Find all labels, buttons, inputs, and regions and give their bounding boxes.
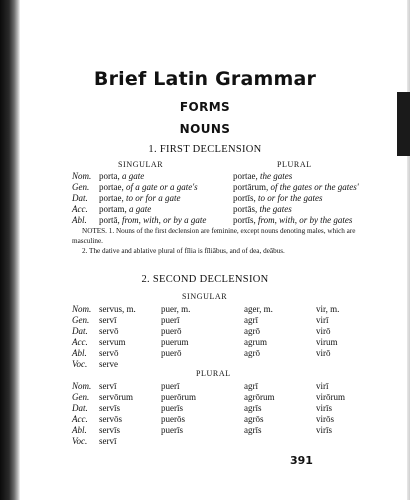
second-declension-plural-table (72, 381, 372, 447)
case-label: Dat. (72, 326, 88, 336)
table-row (72, 348, 372, 359)
vir-form: virō (316, 326, 331, 336)
puer-form: puerō (161, 348, 182, 358)
latin-form: portā, (99, 215, 122, 225)
servus-form: servō (99, 326, 119, 336)
gloss: to or for the gates (258, 193, 323, 203)
ager-form: agrō (244, 348, 260, 358)
latin-form: portam, (99, 204, 129, 214)
vir-form: virīs (316, 425, 333, 435)
case-label: Voc. (72, 359, 88, 369)
table-row (72, 392, 372, 403)
first-declension-notes (72, 226, 372, 256)
gloss: of the gates or the gates' (270, 182, 359, 192)
case-label: Nom. (72, 171, 92, 181)
ager-form: agrī (244, 315, 258, 325)
latin-form: portās, (233, 204, 260, 214)
case-label: Nom. (72, 381, 92, 391)
case-label: Gen. (72, 182, 90, 192)
case-label: Abl. (72, 425, 87, 435)
servus-form: servī (99, 436, 117, 446)
table-row (72, 304, 372, 315)
table-row (72, 215, 372, 226)
gloss: of a gate or a gate's (126, 182, 198, 192)
gloss: from, with, or by a gate (122, 215, 207, 225)
ager-form: agrō (244, 326, 260, 336)
table-row (72, 381, 372, 392)
puer-form: puerī (161, 315, 180, 325)
table-row (72, 337, 372, 348)
vir-form: virī (316, 381, 329, 391)
gloss: the gates (260, 171, 293, 181)
case-label: Dat. (72, 403, 88, 413)
servus-form: serve (99, 359, 118, 369)
puer-form: puerīs (161, 403, 183, 413)
table-row (72, 182, 372, 193)
latin-form: portīs, (233, 215, 259, 225)
case-label: Abl. (72, 215, 87, 225)
puer-form: puerō (161, 326, 182, 336)
table-row (72, 326, 372, 337)
latin-form: portae, (99, 182, 126, 192)
vir-form: virum (316, 337, 338, 347)
servus-form: servī (99, 315, 117, 325)
first-declension-heading: 1. FIRST DECLENSION (148, 144, 262, 155)
table-row (72, 193, 372, 204)
latin-form: portīs, (233, 193, 259, 203)
ager-form: agrōrum (244, 392, 275, 402)
gloss: a gate (122, 171, 145, 181)
page-title: Brief Latin Grammar (93, 68, 317, 90)
servus-form: servīs (99, 425, 120, 435)
table-row (72, 403, 372, 414)
ager-form: agrī (244, 381, 258, 391)
second-declension-singular-table (72, 304, 372, 370)
ager-form: agrīs (244, 403, 262, 413)
gloss: to or for a gate (126, 193, 181, 203)
vir-form: virī (316, 315, 329, 325)
ager-form: agrīs (244, 425, 262, 435)
puer-form: puerum (161, 337, 189, 347)
servus-form: servōrum (99, 392, 133, 402)
first-singular-header: SINGULAR (118, 160, 164, 169)
vir-form: virō (316, 348, 331, 358)
servus-form: servō (99, 348, 119, 358)
first-plural-header: PLURAL (277, 160, 312, 169)
puer-form: puerīs (161, 425, 183, 435)
table-row (72, 171, 372, 182)
note-2: 2. The dative and ablative plural of fīlia is fīliābus, and of dea, deābus. (82, 247, 285, 255)
vir-form: virōrum (316, 392, 345, 402)
vir-form: vir, m. (316, 304, 340, 314)
table-row (72, 204, 372, 215)
latin-form: portārum, (233, 182, 271, 192)
case-label: Dat. (72, 193, 88, 203)
case-label: Nom. (72, 304, 92, 314)
second-plural-header: PLURAL (196, 369, 231, 378)
latin-form: porta, (99, 171, 122, 181)
servus-form: servōs (99, 414, 122, 424)
servus-form: servīs (99, 403, 120, 413)
gloss: a gate (129, 204, 152, 214)
table-row (72, 414, 372, 425)
nouns-heading: NOUNS (179, 122, 231, 136)
note-1: NOTES. 1. Nouns of the first declension are feminine, except nouns denoting males, which are masculine. (72, 227, 356, 245)
servus-form: servus, m. (99, 304, 136, 314)
case-label: Acc. (72, 337, 88, 347)
puer-form: puer, m. (161, 304, 191, 314)
puer-form: puerōrum (161, 392, 196, 402)
ager-form: agrum (244, 337, 267, 347)
table-row (72, 425, 372, 436)
case-label: Acc. (72, 204, 88, 214)
forms-heading: FORMS (179, 100, 231, 114)
gloss: from, with, or by the gates (258, 215, 353, 225)
case-label: Abl. (72, 348, 87, 358)
ager-form: ager, m. (244, 304, 273, 314)
puer-form: puerī (161, 381, 180, 391)
latin-form: portae, (99, 193, 126, 203)
second-singular-header: SINGULAR (182, 292, 228, 301)
case-label: Gen. (72, 315, 90, 325)
servus-form: servum (99, 337, 126, 347)
latin-form: portae, (233, 171, 260, 181)
case-label: Voc. (72, 436, 88, 446)
second-declension-heading: 2. SECOND DECLENSION (141, 274, 269, 285)
ager-form: agrōs (244, 414, 264, 424)
puer-form: puerōs (161, 414, 185, 424)
page-number: 391 (290, 454, 313, 467)
vir-form: virīs (316, 403, 333, 413)
vir-form: virōs (316, 414, 334, 424)
table-row (72, 315, 372, 326)
case-label: Gen. (72, 392, 90, 402)
first-declension-table (72, 171, 372, 226)
servus-form: servī (99, 381, 117, 391)
gloss: the gates (259, 204, 292, 214)
case-label: Acc. (72, 414, 88, 424)
table-row (72, 436, 372, 447)
